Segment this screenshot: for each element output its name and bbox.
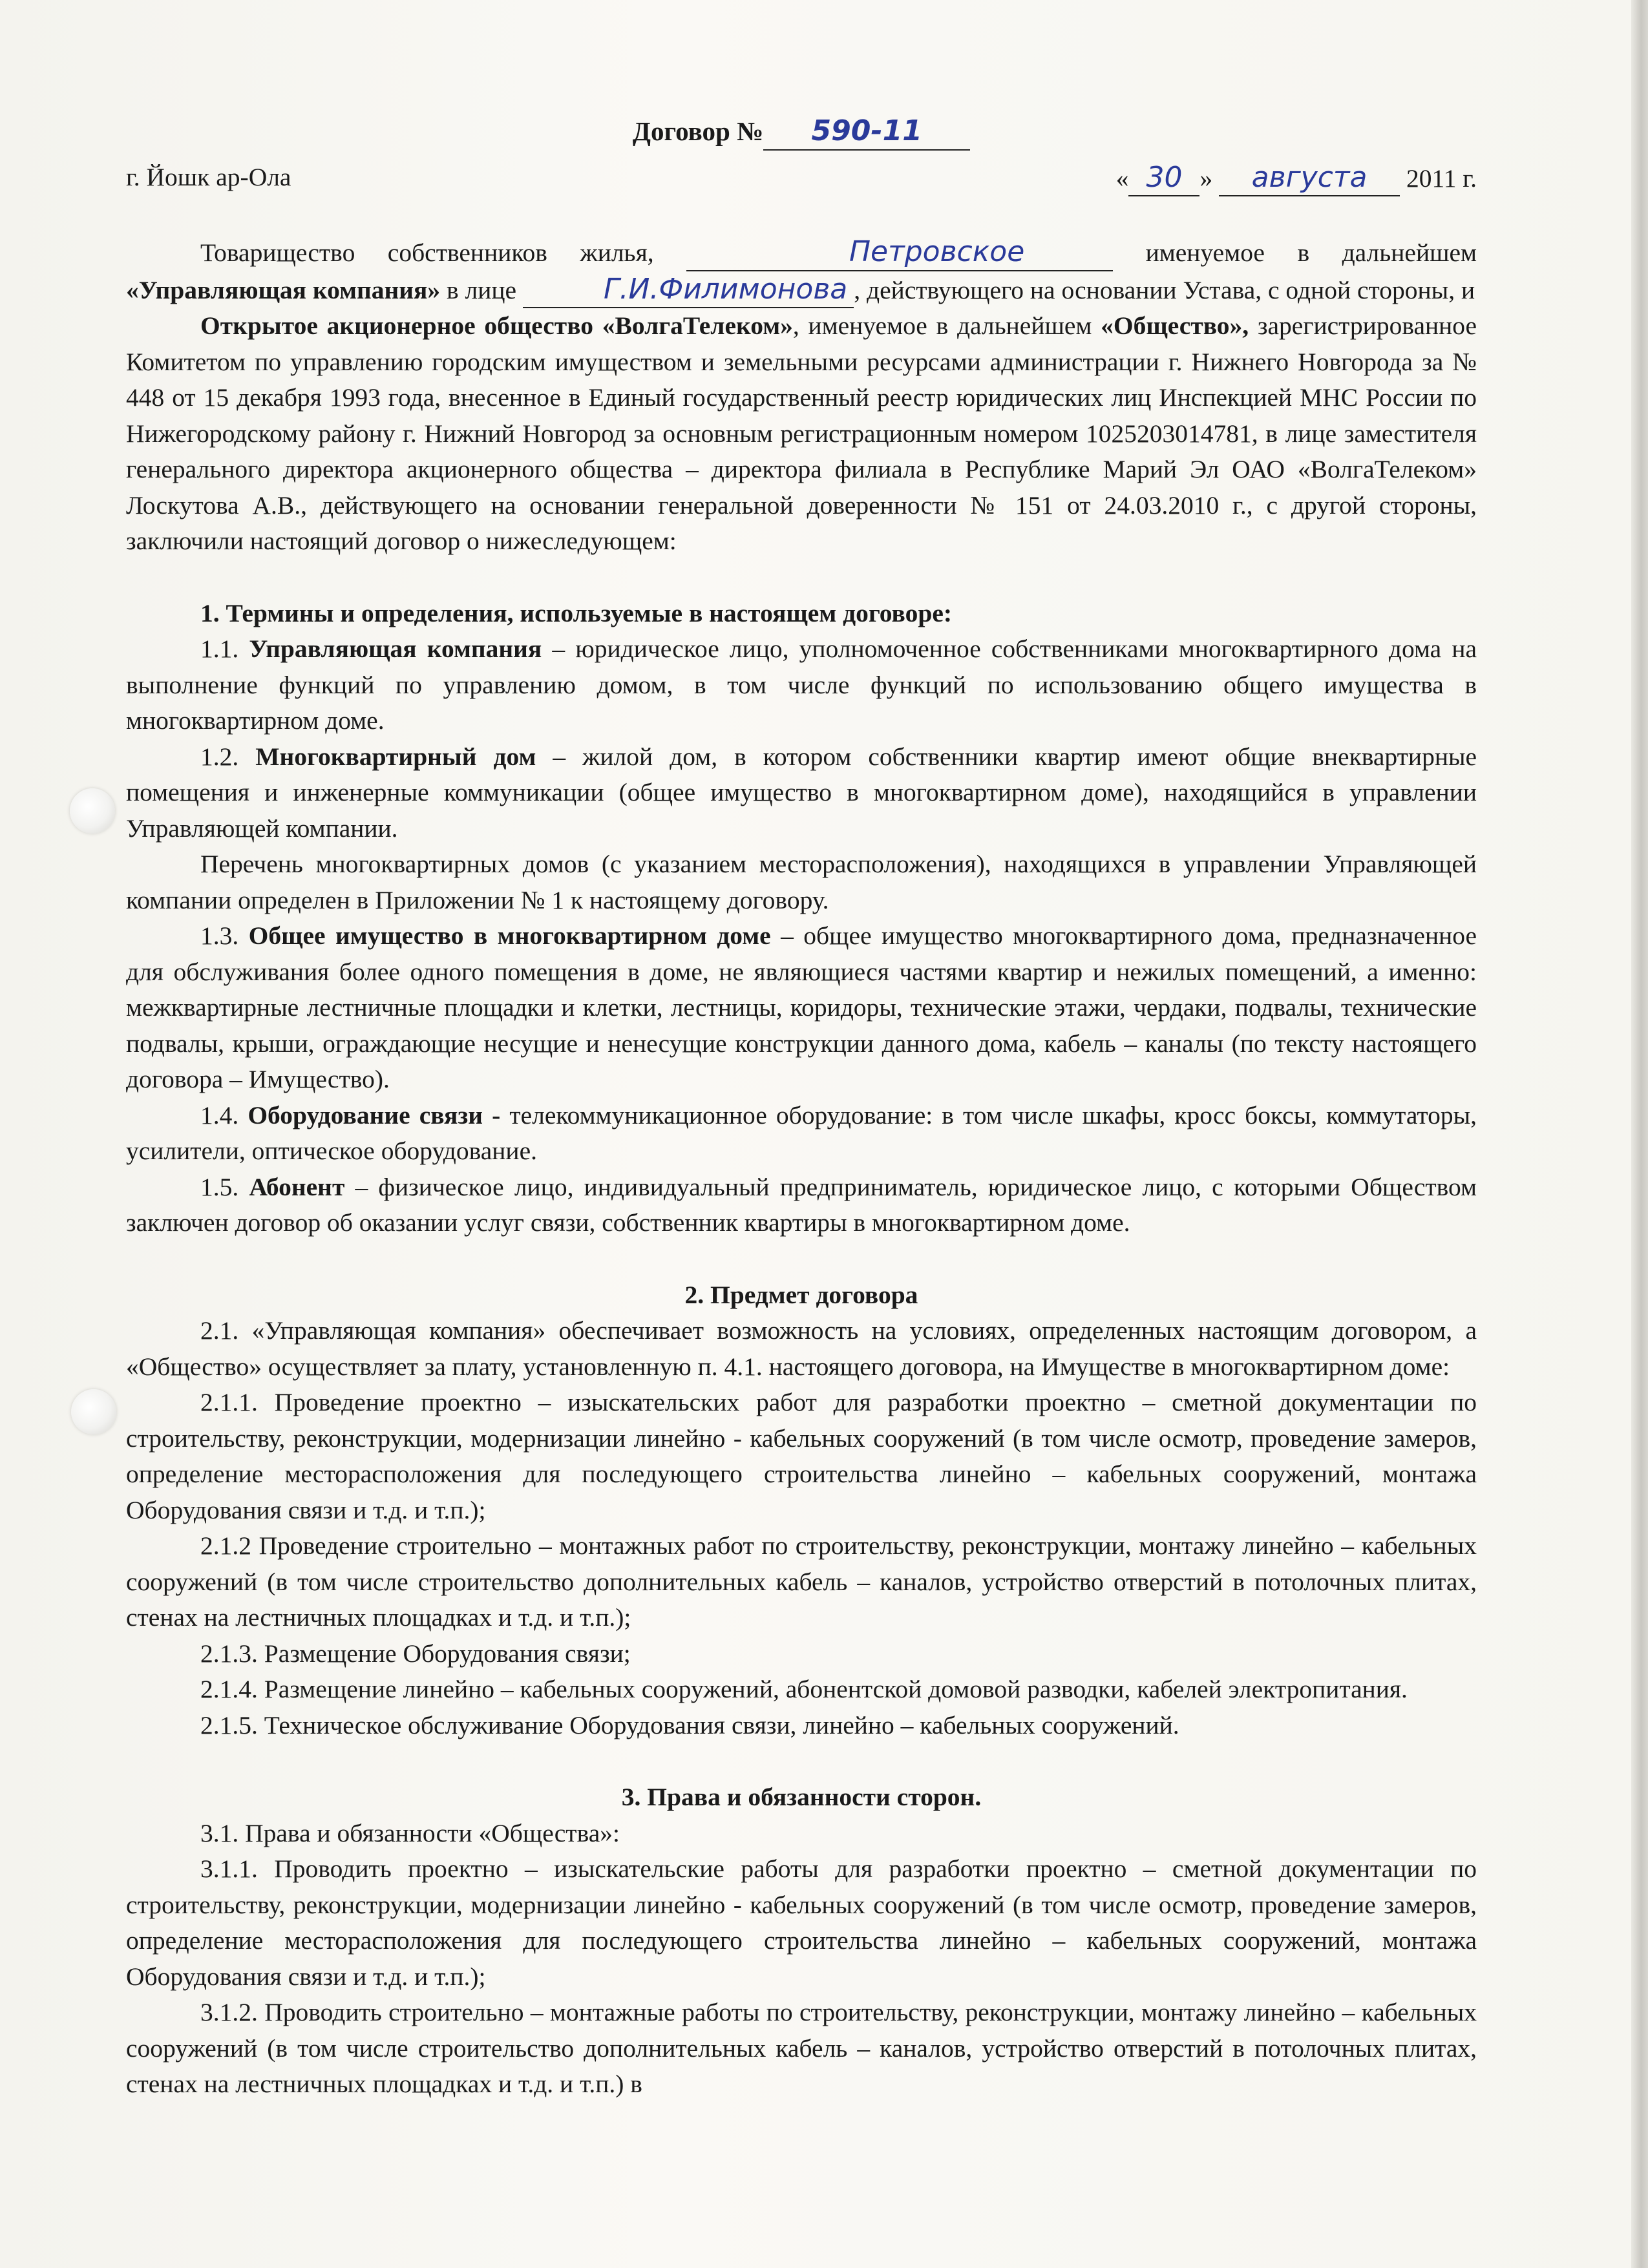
clause-2-1-2: 2.1.2 Проведение строительно – монтажных работ по строительству, реконструкции, монтажу линейно – кабельных сооружений (в том числе строительство дополнительных кабель – каналов, устройство отверстий в потолочных плитах, стенах на лестничных площадках и т.д. и т.п.); (126, 1531, 1477, 1632)
date-month-handwritten: августа (1219, 160, 1400, 197)
term-1-4: 1.4. Оборудование связи - телекоммуникационное оборудование: в том числе шкафы, кросс боксы, коммутаторы, усилители, оптическое оборудование. (126, 1100, 1477, 1165)
section-3-title: 3. Права и обязанности сторон. (621, 1783, 982, 1811)
date-day-handwritten: 30 (1128, 160, 1199, 197)
term-1-1: 1.1. Управляющая компания – юридическое лицо, уполномоченное собственниками многоквартирного дома на выполнение функций по управлению домом, в том числе функций по использованию общего имущества в многоквартирном доме. (126, 635, 1477, 735)
section-1-title: 1. Термины и определения, используемые в настоящем договоре: (200, 598, 953, 627)
clause-2-1: 2.1. «Управляющая компания» обеспечивает возможность на условиях, определенных настоящим договором, а «Общество» осуществляет за плату, установленную п. 4.1. настоящего договора, на Имуществе в многоквартирном доме: (126, 1316, 1477, 1381)
contract-title (126, 113, 1477, 151)
clause-3-1-2: 3.1.2. Проводить строительно – монтажные работы по строительству, реконструкции, монтажу линейно – кабельных сооружений (в том числе строительство дополнительных кабель – каналов, устройство отверстий в потолочных плитах, стенах на лестничных площадках и т.д. и т.п.) в (126, 1998, 1477, 2098)
term-1-3: 1.3. Общее имущество в многоквартирном доме – общее имущество многоквартирного дома, предназначенное для обслуживания более одного помещения в доме, не являющиеся частями квартир и нежилых помещений, а именно: межквартирные лестничные площадки и клетки, лестницы, коридоры, технические этажи, чердаки, подвалы, технические подвалы, крыши, ограждающие несущие и ненесущие конструкции данного дома, кабель – каналы (по тексту настоящего договора – Имущество). (126, 921, 1477, 1093)
term-1-2-list-note: Перечень многоквартирных домов (с указанием месторасположения), находящихся в управлении Управляющей компании определен в Приложении № 1 к настоящему договору. (126, 850, 1477, 914)
party-2-paragraph: Открытое акционерное общество «ВолгаТелеком», именуемое в дальнейшем «Общество», зарегистрированное Комитетом по управлению городским имуществом и земельными ресурсами администрации г. Нижнего Новгорода за № 448 от 15 декабря 1993 года, внесенное в Единый государственный реестр юридических лиц Инспекцией МНС России по Нижегородскому району г. Нижний Новгород за основным регистрационным номером 1025203014781, в лице заместителя генерального директора акционерного общества – директора филиала в Республике Марий Эл ОАО «ВолгаТелеком» Лоскутова А.В., действующего на основании генеральной доверенности № 151 от 24.03.2010 г., с другой стороны, заключили настоящий договор о нижеследующем: (126, 311, 1477, 555)
organization-name: Открытое акционерное общество «ВолгаТелеком» (200, 311, 793, 340)
term-1-2: 1.2. Многоквартирный дом – жилой дом, в котором собственники квартир имеют общие внеквартирные помещения и инженерные коммуникации (общее имущество в многоквартирном доме), находящийся в управлении Управляющей компании. (126, 742, 1477, 843)
section-2-title: 2. Предмет договора (684, 1280, 918, 1309)
contract-date: « 30 » августа 2011 г. (1116, 160, 1477, 197)
clause-2-1-5: 2.1.5. Техническое обслуживание Оборудования связи, линейно – кабельных сооружений. (200, 1710, 1179, 1739)
document-body (126, 113, 1477, 2103)
contract-title-prefix: Договор № (632, 116, 764, 146)
role-management-company: «Управляющая компания» (126, 275, 441, 304)
punch-hole-top (70, 788, 115, 834)
representative-name-handwritten: Г.И.Филимонова (523, 271, 854, 309)
punch-hole-bottom (71, 1389, 116, 1434)
page-edge (1631, 0, 1648, 2268)
partnership-name-handwritten: Петровское (686, 234, 1113, 271)
clause-2-1-4: 2.1.4. Размещение линейно – кабельных сооружений, абонентской домовой разводки, кабелей электропитания. (200, 1675, 1408, 1703)
role-society: «Общество», (1101, 311, 1249, 340)
clause-2-1-1: 2.1.1. Проведение проектно – изыскательских работ для разработки проектно – сметной документации по строительству, реконструкции, модернизации линейно - кабельных сооружений (в том числе осмотр, проведение замеров, определение месторасположения для последующего строительства линейно – кабельных сооружений, монтажа Оборудования связи и т.д. и т.п.); (126, 1388, 1477, 1524)
contract-number-handwritten: 590-11 (763, 113, 970, 151)
city-date-row (126, 160, 1477, 197)
party-1-paragraph: Товарищество собственников жилья, Петровское именуемое в дальнейшем «Управляющая компания» в лице Г.И.Филимонова , действующего на основании Устава, с одной стороны, и (126, 234, 1477, 308)
date-year: 2011 г. (1406, 163, 1477, 193)
clause-2-1-3: 2.1.3. Размещение Оборудования связи; (200, 1639, 631, 1668)
contract-city: г. Йошк ар-Ола (126, 162, 291, 191)
clause-3-1: 3.1. Права и обязанности «Общества»: (200, 1818, 620, 1847)
clause-3-1-1: 3.1.1. Проводить проектно – изыскательские работы для разработки проектно – сметной документации по строительству, реконструкции, модернизации линейно - кабельных сооружений (в том числе осмотр, проведение замеров, определение месторасположения для последующего строительства линейно – кабельных сооружений, монтажа Оборудования связи и т.д. и т.п.); (126, 1854, 1477, 1991)
term-1-5: 1.5. Абонент – физическое лицо, индивидуальный предприниматель, юридическое лицо, с которыми Обществом заключен договор об оказании услуг связи, собственник квартиры в многоквартирном доме. (126, 1172, 1477, 1237)
